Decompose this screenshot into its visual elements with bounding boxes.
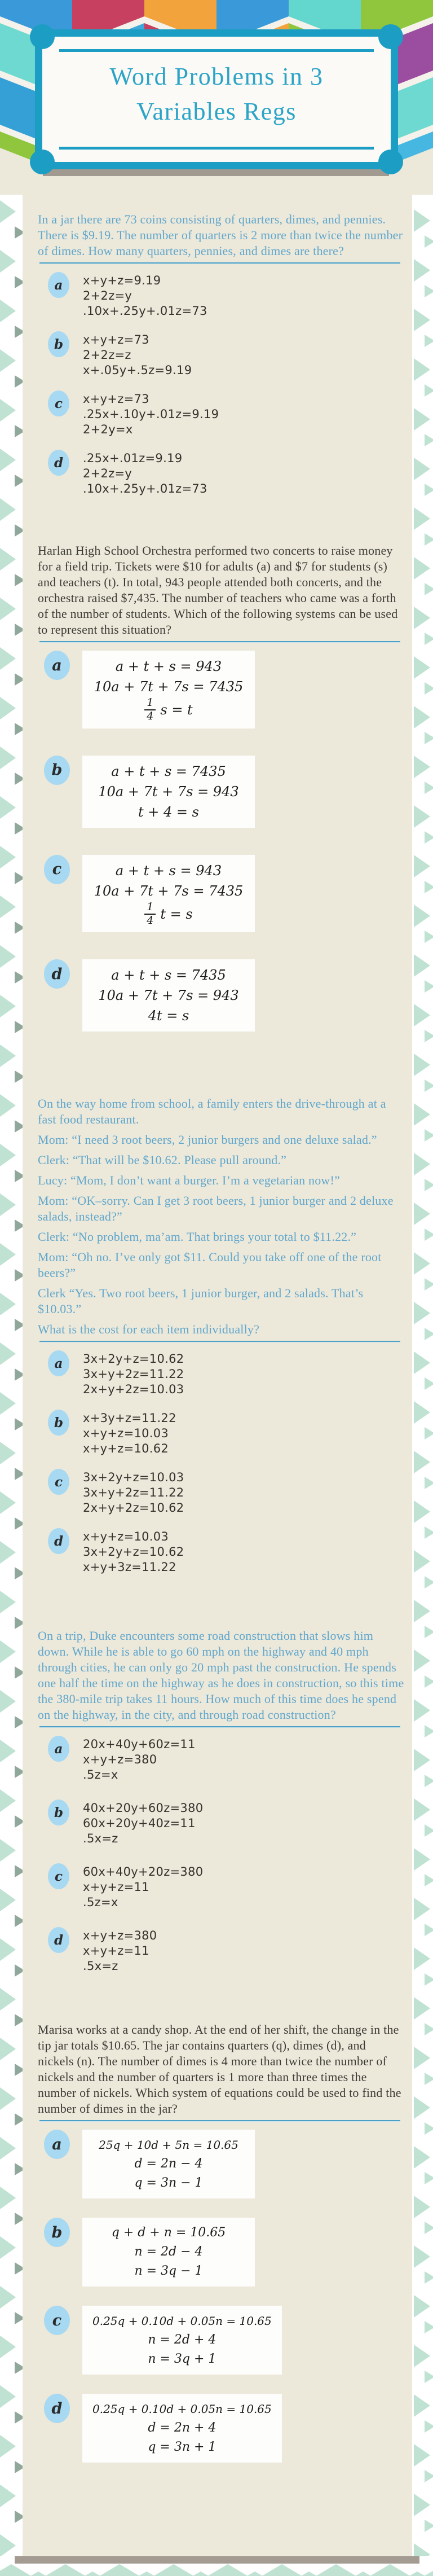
equation-line: 40x+20y+60z=380 [83, 1801, 204, 1815]
prompt-paragraph: In a jar there are 73 coins consisting of quarters, dimes, and pennies. There is $9.19. The number of quarters is 2 more than twice the number of dimes. How many quarters, pennies, and dimes are there? [38, 212, 403, 258]
option-b[interactable] [23, 1800, 412, 1846]
equation-group [83, 1528, 184, 1575]
equation-line: .5z=x [83, 1895, 118, 1910]
answer-options [23, 1736, 412, 1974]
page-title-line2: Variables Regs [136, 98, 297, 125]
corner-ornament [378, 24, 403, 49]
option-b[interactable] [23, 2218, 412, 2287]
equation-line: a + t + s = 7435 [111, 763, 226, 779]
option-c[interactable] [23, 1469, 412, 1516]
equation-line: 60x+40y+20z=380 [83, 1865, 204, 1879]
equation-line: 10a + 7t + 7s = 7435 [94, 679, 244, 695]
equation-line: 2+2z=z [83, 348, 131, 362]
equation-group [83, 1927, 157, 1974]
equation-group [83, 450, 207, 497]
equation-line: .25x+.01z=9.19 [83, 451, 183, 465]
equation-line: 10a + 7t + 7s = 7435 [94, 883, 244, 899]
answer-options [23, 1350, 412, 1575]
equation-group [83, 1350, 184, 1397]
equation-line: 4t = s [148, 1008, 189, 1024]
option-letter-badge[interactable]: b [44, 2218, 70, 2247]
equation-line: .5z=x [83, 1768, 118, 1782]
equation-group [82, 2306, 282, 2375]
equation-line: .5x=z [83, 1959, 118, 1973]
title-rule-bottom [59, 147, 374, 150]
equation-line: 3x+y+2z=11.22 [83, 1486, 184, 1500]
option-letter-badge[interactable]: a [48, 1736, 69, 1762]
question-prompt [38, 1628, 404, 1723]
equation-group [83, 272, 207, 319]
equation-group [82, 2394, 282, 2463]
equation-line: x+y+z=380 [83, 1929, 157, 1943]
option-b[interactable] [23, 331, 412, 378]
answer-options [23, 651, 412, 1032]
prompt-paragraph: On the way home from school, a family enters the drive-through at a fast food restaurant. [38, 1096, 386, 1127]
fraction-denominator: 4 [147, 914, 154, 927]
equation-group [82, 651, 255, 729]
equation-line: 10a + 7t + 7s = 943 [98, 988, 239, 1004]
equation-line: x+3y+z=11.22 [83, 1411, 176, 1425]
option-letter-badge[interactable]: d [44, 959, 70, 989]
equation-line: x+y+z=9.19 [83, 274, 161, 287]
equation-rest: s = t [160, 701, 193, 718]
page-title [42, 59, 391, 129]
divider-line [39, 1726, 400, 1728]
equation-line: .10x+.25y+.01z=73 [83, 482, 207, 495]
worksheet-card [23, 190, 412, 2556]
right-triangle-pattern [412, 195, 433, 2556]
equation-group [83, 1410, 176, 1456]
option-letter-badge[interactable]: d [48, 1528, 69, 1554]
option-c[interactable] [23, 390, 412, 437]
prompt-paragraph: On a trip, Duke encounters some road construction that slows him down. While he is able to go 60 mph on the highway and 40 mph through cities, he can only go 20 mph past the construction. He spends one half the time on the highway as he does in construction, so this time the 380-mile trip takes 11 hours. How much of this time does he spend on the highway, in the city, and through road construction? [38, 1629, 404, 1722]
option-letter-badge[interactable]: b [48, 1800, 69, 1825]
question-prompt [38, 1096, 404, 1337]
question-2 [23, 509, 412, 1032]
equation-line: n = 2d + 4 [148, 2333, 216, 2347]
equation-line: .25x+.10y+.01z=9.19 [83, 407, 219, 421]
prompt-paragraph: Mom: “OK–sorry. Can I get 3 root beers, 1 junior burger and 2 deluxe salads, instead?” [38, 1193, 394, 1224]
equation-group [82, 2218, 255, 2287]
equation-group [82, 855, 255, 933]
prompt-paragraph: Clerk: “No problem, ma’am. That brings your total to $11.22.” [38, 1230, 357, 1244]
equation-line: q + d + n = 10.65 [111, 2226, 226, 2240]
option-c[interactable] [23, 855, 412, 933]
title-card [35, 29, 398, 169]
option-letter-badge[interactable]: c [48, 390, 69, 416]
equation-group [83, 331, 192, 378]
equation-group [83, 1469, 184, 1516]
option-letter-badge[interactable]: b [48, 331, 69, 357]
option-c[interactable] [23, 2306, 412, 2375]
option-letter-badge[interactable]: d [48, 450, 69, 476]
prompt-paragraph: Mom: “I need 3 root beers, 2 junior burgers and one deluxe salad.” [38, 1133, 377, 1147]
equation-group [83, 1800, 203, 1846]
divider-line [39, 262, 400, 264]
equation-line: 3x+y+2z=11.22 [83, 1367, 184, 1381]
equation-line: x+y+z=11 [83, 1880, 149, 1894]
option-letter-badge[interactable]: b [48, 1410, 69, 1436]
equation-line: q = 3n − 1 [134, 2176, 203, 2191]
equation-line: n = 2d − 4 [134, 2245, 203, 2259]
option-letter-badge[interactable]: d [44, 2394, 70, 2423]
option-letter-badge[interactable]: c [44, 855, 70, 884]
option-d[interactable] [23, 959, 412, 1032]
equation-line: 0.25q + 0.10d + 0.05n = 10.65 [92, 2314, 272, 2328]
option-b[interactable] [23, 756, 412, 828]
equation-line: x+y+z=10.62 [83, 1442, 169, 1456]
question-5 [23, 1991, 412, 2463]
question-3 [23, 1059, 412, 1575]
fraction-numerator: 1 [144, 901, 156, 915]
corner-ornament [30, 24, 55, 49]
equation-line: x+y+3z=11.22 [83, 1560, 176, 1574]
equation-line: a + t + s = 943 [115, 862, 222, 879]
equation-group [83, 1736, 196, 1783]
equation-line: 0.25q + 0.10d + 0.05n = 10.65 [92, 2402, 272, 2416]
equation-line: 60x+20y+40z=11 [83, 1816, 196, 1831]
equation-line: 20x+40y+60z=11 [83, 1737, 196, 1752]
option-letter-badge[interactable]: b [44, 756, 70, 785]
equation-group [82, 959, 255, 1032]
equation-line: x+y+z=11 [83, 1944, 149, 1958]
equation-line: 2+2z=y [83, 289, 132, 302]
bottom-diamond-pattern [0, 2556, 433, 2576]
equation-line: x+y+z=73 [83, 392, 149, 406]
fraction [144, 697, 156, 723]
divider-line [39, 1341, 400, 1342]
equation-line: d = 2n − 4 [134, 2157, 203, 2171]
equation-line: 3x+2y+z=10.62 [83, 1545, 184, 1559]
option-a[interactable] [23, 2130, 412, 2198]
equation-line: a + t + s = 7435 [111, 967, 226, 984]
option-letter-badge[interactable]: d [48, 1927, 69, 1953]
equation-group [83, 1863, 203, 1910]
option-letter-badge[interactable]: c [48, 1863, 69, 1889]
answer-options [23, 2130, 412, 2463]
option-b[interactable] [23, 1410, 412, 1456]
equation-line: a + t + s = 943 [115, 659, 222, 674]
equation-line: 2+2z=y [83, 467, 132, 480]
option-letter-badge[interactable]: c [44, 2306, 70, 2335]
answer-options [23, 272, 412, 497]
option-a[interactable] [23, 651, 412, 729]
equation-line: n = 3q + 1 [148, 2352, 216, 2367]
prompt-paragraph: What is the cost for each item individually? [38, 1322, 260, 1337]
equation-line: x+y+z=10.03 [83, 1427, 169, 1441]
prompt-paragraph: Mom: “Oh no. I’ve only got $11. Could you take off one of the root beers?” [38, 1250, 382, 1280]
equation-group [82, 2130, 255, 2198]
equation-line: .10x+.25y+.01z=73 [83, 304, 207, 318]
equation-line: n = 3q − 1 [134, 2264, 203, 2279]
question-1 [23, 212, 412, 497]
title-card-shadow [43, 169, 389, 176]
divider-line [39, 641, 400, 643]
equation-line: 2x+y+2z=10.03 [83, 1383, 184, 1397]
option-letter-badge[interactable]: a [44, 2130, 70, 2159]
equation-line: 25q + 10d + 5n = 10.65 [99, 2138, 238, 2152]
equation-line: q = 3n + 1 [148, 2440, 216, 2455]
equation-line: x+y+z=73 [83, 333, 149, 346]
equation-line: t + 4 = s [138, 804, 199, 820]
option-letter-badge[interactable]: a [48, 1350, 69, 1376]
prompt-paragraph: Clerk “Yes. Two root beers, 1 junior burger, and 2 salads. That’s $10.03.” [38, 1286, 364, 1316]
option-d[interactable] [23, 1927, 412, 1974]
option-c[interactable] [23, 1863, 412, 1910]
corner-ornament [30, 150, 55, 174]
equation-group [83, 390, 219, 437]
page-title-line1: Word Problems in 3 [109, 63, 324, 90]
equation-line: 2x+y+2z=10.62 [83, 1501, 184, 1515]
equation-group [82, 756, 255, 828]
equation-line [92, 901, 245, 927]
equation-line: d = 2n + 4 [148, 2421, 216, 2435]
equation-line: 3x+2y+z=10.03 [83, 1471, 184, 1485]
equation-line: x+.05y+.5z=9.19 [83, 363, 192, 377]
equation-line: 3x+2y+z=10.62 [83, 1352, 184, 1366]
divider-line [39, 2120, 400, 2122]
prompt-paragraph: Marisa works at a candy shop. At the end of her shift, the change in the tip jar totals $10.65. The jar contains quarters (q), dimes (d), and nickels (n). The number of dimes is 4 more than twice the number of nickels and the number of quarters is 1 more than three times the number of nickels. Which system of equations could be used to find the number of dimes in the jar? [38, 2022, 401, 2116]
equation-line: 2+2y=x [83, 423, 133, 436]
equation-line [92, 697, 245, 723]
prompt-paragraph: Harlan High School Orchestra performed two concerts to raise money for a field trip. Tickets were $10 for adults (a) and $7 for students (s) and teachers (t). In total, 943 people attended both concerts, and the orchestra raised $7,435. The number of teachers who came was a forth of the number of students. Which of the following systems can be used to represent this situation? [38, 543, 398, 637]
question-prompt [38, 2022, 404, 2117]
equation-line: .5x=z [83, 1832, 118, 1846]
option-d[interactable] [23, 450, 412, 497]
option-a[interactable] [23, 272, 412, 319]
option-letter-badge[interactable]: c [48, 1469, 69, 1495]
option-letter-badge[interactable]: a [44, 651, 70, 680]
prompt-paragraph: Lucy: “Mom, I don’t want a burger. I’m a vegetarian now!” [38, 1173, 340, 1188]
option-d[interactable] [23, 2394, 412, 2463]
question-prompt [38, 543, 404, 638]
option-letter-badge[interactable]: a [48, 272, 69, 298]
fraction-numerator: 1 [144, 697, 156, 710]
equation-rest: t = s [160, 906, 193, 922]
question-prompt [38, 212, 404, 259]
question-4 [23, 1587, 412, 1974]
equation-line: 10a + 7t + 7s = 943 [98, 783, 239, 800]
corner-ornament [378, 150, 403, 174]
fraction [144, 901, 156, 927]
option-a[interactable] [23, 1736, 412, 1783]
option-a[interactable] [23, 1350, 412, 1397]
fraction-denominator: 4 [147, 709, 154, 722]
equation-line: x+y+z=380 [83, 1753, 157, 1767]
prompt-paragraph: Clerk: “That will be $10.62. Please pull around.” [38, 1153, 287, 1168]
title-rule-top [59, 49, 374, 52]
option-d[interactable] [23, 1528, 412, 1575]
equation-line: x+y+z=10.03 [83, 1530, 169, 1544]
